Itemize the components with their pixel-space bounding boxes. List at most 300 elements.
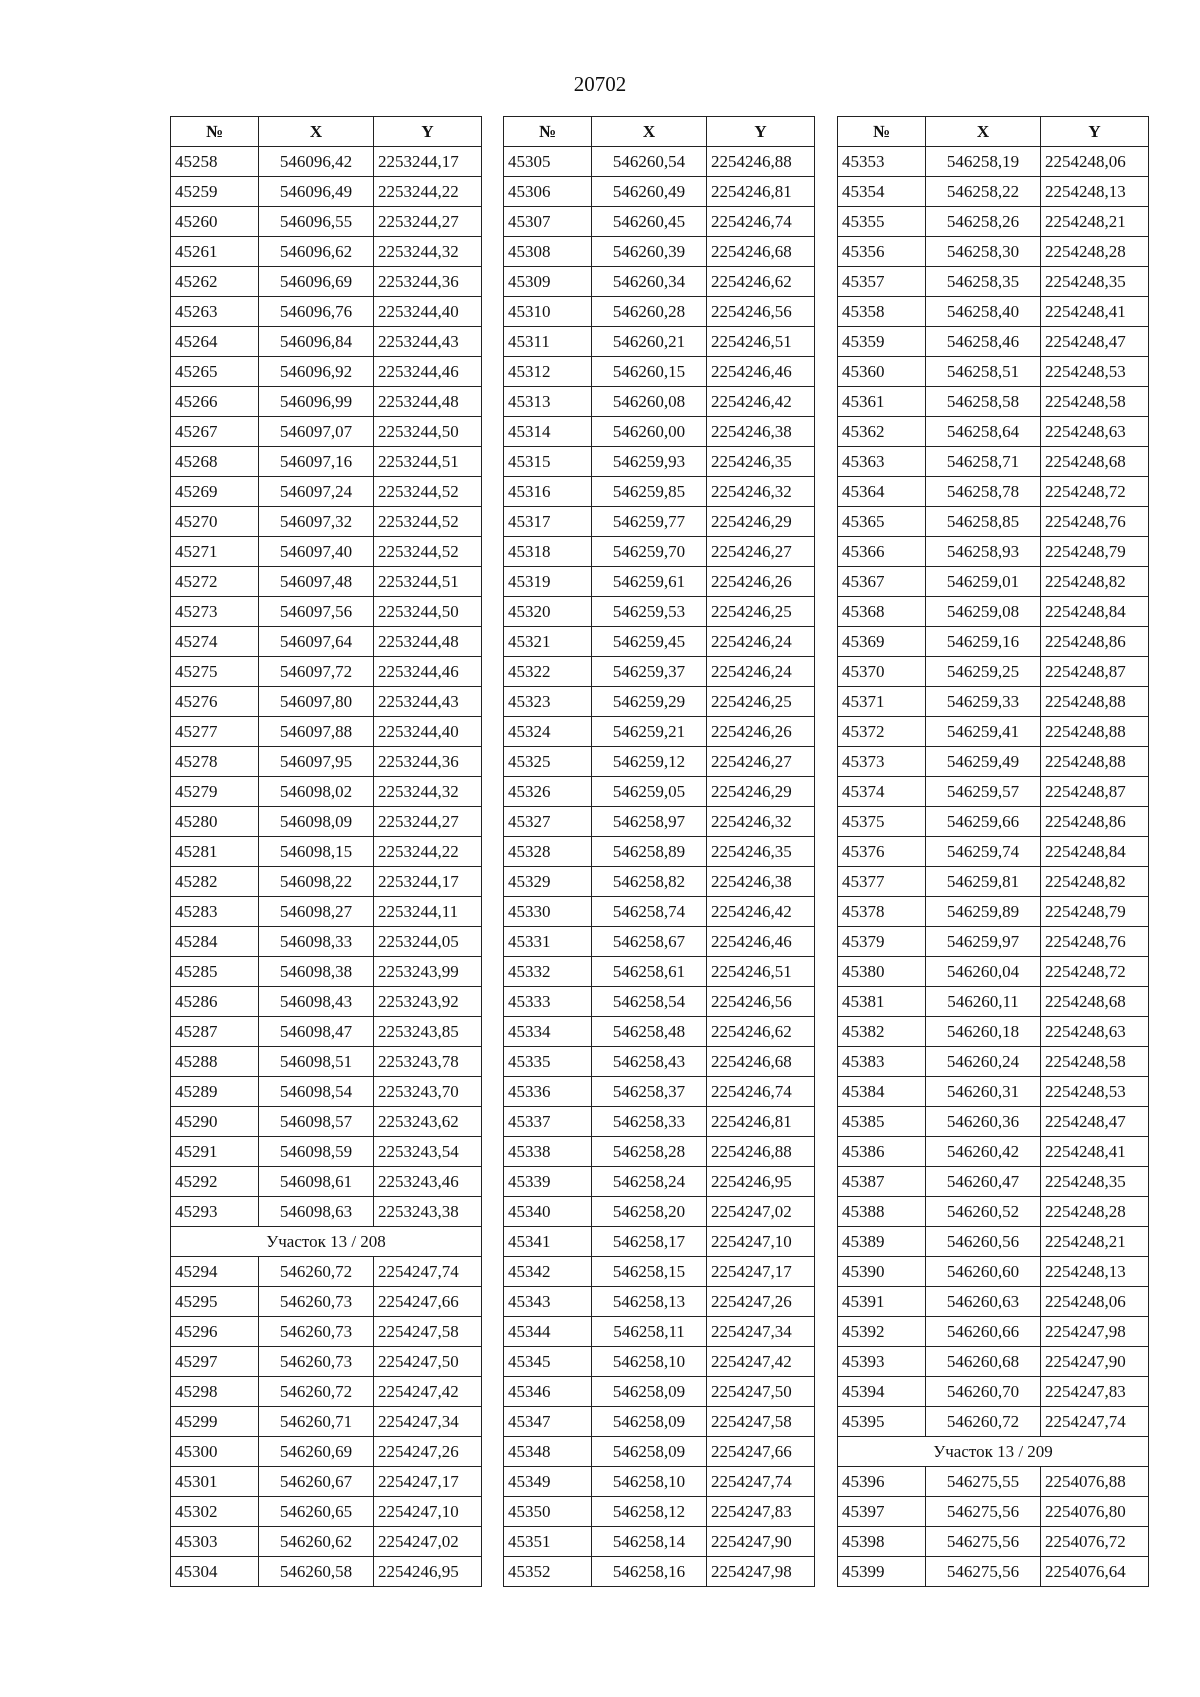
point-number-cell: 45265 [171,357,259,387]
table-row [171,837,482,867]
table-header-row [171,117,482,147]
table-row [838,1197,1149,1227]
table-row [504,627,815,657]
header-y: Y [374,117,482,147]
y-coordinate-cell: 2254247,90 [707,1527,815,1557]
table-row [171,1287,482,1317]
x-coordinate-cell: 546098,43 [259,987,374,1017]
point-number-cell: 45295 [171,1287,259,1317]
y-coordinate-cell: 2254248,88 [1041,717,1149,747]
table-row [171,957,482,987]
table-row [171,417,482,447]
y-coordinate-cell: 2254248,58 [1041,387,1149,417]
x-coordinate-cell: 546260,45 [592,207,707,237]
table-row [504,1197,815,1227]
y-coordinate-cell: 2253243,70 [374,1077,482,1107]
y-coordinate-cell: 2254247,74 [1041,1407,1149,1437]
x-coordinate-cell: 546098,51 [259,1047,374,1077]
table-row [171,687,482,717]
y-coordinate-cell: 2254248,41 [1041,297,1149,327]
x-coordinate-cell: 546097,95 [259,747,374,777]
x-coordinate-cell: 546260,72 [259,1377,374,1407]
x-coordinate-cell: 546258,15 [592,1257,707,1287]
table-row [171,867,482,897]
point-number-cell: 45328 [504,837,592,867]
table-row [171,567,482,597]
table-row [171,297,482,327]
x-coordinate-cell: 546260,72 [259,1257,374,1287]
x-coordinate-cell: 546260,56 [926,1227,1041,1257]
point-number-cell: 45364 [838,477,926,507]
x-coordinate-cell: 546258,37 [592,1077,707,1107]
y-coordinate-cell: 2253244,40 [374,717,482,747]
x-coordinate-cell: 546260,67 [259,1467,374,1497]
table-row [838,1287,1149,1317]
x-coordinate-cell: 546260,65 [259,1497,374,1527]
y-coordinate-cell: 2254248,72 [1041,957,1149,987]
x-coordinate-cell: 546097,56 [259,597,374,627]
y-coordinate-cell: 2253243,46 [374,1167,482,1197]
y-coordinate-cell: 2254248,35 [1041,267,1149,297]
point-number-cell: 45272 [171,567,259,597]
point-number-cell: 45390 [838,1257,926,1287]
y-coordinate-cell: 2254246,51 [707,327,815,357]
x-coordinate-cell: 546259,57 [926,777,1041,807]
y-coordinate-cell: 2254247,10 [374,1497,482,1527]
y-coordinate-cell: 2254248,63 [1041,1017,1149,1047]
y-coordinate-cell: 2254248,87 [1041,657,1149,687]
x-coordinate-cell: 546097,07 [259,417,374,447]
x-coordinate-cell: 546259,01 [926,567,1041,597]
x-coordinate-cell: 546098,59 [259,1137,374,1167]
header-x: X [926,117,1041,147]
x-coordinate-cell: 546096,49 [259,177,374,207]
y-coordinate-cell: 2254248,13 [1041,1257,1149,1287]
table-row [171,357,482,387]
x-coordinate-cell: 546098,09 [259,807,374,837]
x-coordinate-cell: 546260,18 [926,1017,1041,1047]
y-coordinate-cell: 2253244,52 [374,537,482,567]
point-number-cell: 45288 [171,1047,259,1077]
header-number: № [838,117,926,147]
table-row [838,1317,1149,1347]
table-row [171,807,482,837]
table-row [171,927,482,957]
y-coordinate-cell: 2254247,02 [374,1527,482,1557]
point-number-cell: 45313 [504,387,592,417]
point-number-cell: 45353 [838,147,926,177]
y-coordinate-cell: 2254248,72 [1041,477,1149,507]
table-row [838,837,1149,867]
x-coordinate-cell: 546258,54 [592,987,707,1017]
table-row [504,867,815,897]
x-coordinate-cell: 546275,56 [926,1497,1041,1527]
y-coordinate-cell: 2254248,82 [1041,867,1149,897]
table-row [504,1467,815,1497]
table-header-row [838,117,1149,147]
table-row [838,807,1149,837]
y-coordinate-cell: 2254246,29 [707,507,815,537]
table-row [171,477,482,507]
point-number-cell: 45325 [504,747,592,777]
x-coordinate-cell: 546097,32 [259,507,374,537]
y-coordinate-cell: 2253244,52 [374,507,482,537]
table-row [171,447,482,477]
y-coordinate-cell: 2254247,83 [707,1497,815,1527]
point-number-cell: 45372 [838,717,926,747]
table-row [838,927,1149,957]
point-number-cell: 45336 [504,1077,592,1107]
point-number-cell: 45380 [838,957,926,987]
x-coordinate-cell: 546098,61 [259,1167,374,1197]
table-row [504,837,815,867]
table-row [171,777,482,807]
y-coordinate-cell: 2254246,95 [374,1557,482,1587]
y-coordinate-cell: 2253243,92 [374,987,482,1017]
table-row [171,1137,482,1167]
x-coordinate-cell: 546259,41 [926,717,1041,747]
x-coordinate-cell: 546098,57 [259,1107,374,1137]
x-coordinate-cell: 546097,24 [259,477,374,507]
y-coordinate-cell: 2253244,46 [374,357,482,387]
point-number-cell: 45337 [504,1107,592,1137]
point-number-cell: 45330 [504,897,592,927]
point-number-cell: 45299 [171,1407,259,1437]
table-row [838,237,1149,267]
table-row [171,1047,482,1077]
header-number: № [504,117,592,147]
point-number-cell: 45308 [504,237,592,267]
x-coordinate-cell: 546258,35 [926,267,1041,297]
y-coordinate-cell: 2254246,62 [707,1017,815,1047]
y-coordinate-cell: 2254246,27 [707,537,815,567]
point-number-cell: 45268 [171,447,259,477]
point-number-cell: 45332 [504,957,592,987]
y-coordinate-cell: 2253244,22 [374,837,482,867]
point-number-cell: 45314 [504,417,592,447]
y-coordinate-cell: 2254248,76 [1041,927,1149,957]
y-coordinate-cell: 2254247,66 [707,1437,815,1467]
x-coordinate-cell: 546259,93 [592,447,707,477]
y-coordinate-cell: 2254248,47 [1041,1107,1149,1137]
table-row [838,1557,1149,1587]
x-coordinate-cell: 546259,97 [926,927,1041,957]
table-row [838,1077,1149,1107]
y-coordinate-cell: 2254248,79 [1041,897,1149,927]
point-number-cell: 45320 [504,597,592,627]
x-coordinate-cell: 546096,76 [259,297,374,327]
x-coordinate-cell: 546259,45 [592,627,707,657]
x-coordinate-cell: 546258,78 [926,477,1041,507]
y-coordinate-cell: 2254247,10 [707,1227,815,1257]
table-row [504,1227,815,1257]
point-number-cell: 45343 [504,1287,592,1317]
table-row [504,387,815,417]
table-row [838,687,1149,717]
x-coordinate-cell: 546260,60 [926,1257,1041,1287]
table-row [504,657,815,687]
table-row [838,1467,1149,1497]
table-row [838,387,1149,417]
y-coordinate-cell: 2254248,28 [1041,237,1149,267]
x-coordinate-cell: 546259,49 [926,747,1041,777]
x-coordinate-cell: 546258,11 [592,1317,707,1347]
y-coordinate-cell: 2253244,27 [374,807,482,837]
point-number-cell: 45284 [171,927,259,957]
y-coordinate-cell: 2254246,26 [707,717,815,747]
x-coordinate-cell: 546096,42 [259,147,374,177]
y-coordinate-cell: 2253244,46 [374,657,482,687]
table-row [838,1377,1149,1407]
x-coordinate-cell: 546260,47 [926,1167,1041,1197]
y-coordinate-cell: 2254246,24 [707,657,815,687]
point-number-cell: 45263 [171,297,259,327]
table-row [504,237,815,267]
point-number-cell: 45269 [171,477,259,507]
y-coordinate-cell: 2254248,53 [1041,1077,1149,1107]
x-coordinate-cell: 546258,13 [592,1287,707,1317]
table-row [504,297,815,327]
table-row [171,1467,482,1497]
point-number-cell: 45363 [838,447,926,477]
table-row [838,627,1149,657]
table-row [504,1557,815,1587]
y-coordinate-cell: 2254248,35 [1041,1167,1149,1197]
table-row [171,537,482,567]
point-number-cell: 45266 [171,387,259,417]
table-row [504,207,815,237]
point-number-cell: 45311 [504,327,592,357]
y-coordinate-cell: 2254247,74 [374,1257,482,1287]
y-coordinate-cell: 2253244,50 [374,597,482,627]
y-coordinate-cell: 2254247,58 [707,1407,815,1437]
y-coordinate-cell: 2254246,95 [707,1167,815,1197]
y-coordinate-cell: 2254247,17 [374,1467,482,1497]
table-row [504,1317,815,1347]
x-coordinate-cell: 546098,47 [259,1017,374,1047]
table-row [171,1407,482,1437]
point-number-cell: 45261 [171,237,259,267]
point-number-cell: 45333 [504,987,592,1017]
y-coordinate-cell: 2254246,56 [707,297,815,327]
point-number-cell: 45305 [504,147,592,177]
y-coordinate-cell: 2253244,36 [374,267,482,297]
point-number-cell: 45331 [504,927,592,957]
y-coordinate-cell: 2254247,34 [707,1317,815,1347]
table-row [171,1557,482,1587]
y-coordinate-cell: 2254246,62 [707,267,815,297]
table-row [171,237,482,267]
x-coordinate-cell: 546258,89 [592,837,707,867]
point-number-cell: 45306 [504,177,592,207]
x-coordinate-cell: 546097,40 [259,537,374,567]
y-coordinate-cell: 2254246,25 [707,597,815,627]
point-number-cell: 45389 [838,1227,926,1257]
point-number-cell: 45297 [171,1347,259,1377]
y-coordinate-cell: 2254248,21 [1041,1227,1149,1257]
y-coordinate-cell: 2254247,98 [707,1557,815,1587]
y-coordinate-cell: 2254246,88 [707,147,815,177]
point-number-cell: 45352 [504,1557,592,1587]
y-coordinate-cell: 2254247,83 [1041,1377,1149,1407]
point-number-cell: 45323 [504,687,592,717]
x-coordinate-cell: 546260,69 [259,1437,374,1467]
x-coordinate-cell: 546258,40 [926,297,1041,327]
section-row [838,1437,1149,1467]
x-coordinate-cell: 546097,88 [259,717,374,747]
table-row [504,1527,815,1557]
table-row [171,507,482,537]
y-coordinate-cell: 2254248,21 [1041,207,1149,237]
table-row [838,897,1149,927]
table-row [171,747,482,777]
y-coordinate-cell: 2253244,32 [374,777,482,807]
x-coordinate-cell: 546259,81 [926,867,1041,897]
point-number-cell: 45376 [838,837,926,867]
y-coordinate-cell: 2253244,43 [374,687,482,717]
y-coordinate-cell: 2254076,72 [1041,1527,1149,1557]
point-number-cell: 45312 [504,357,592,387]
table-row [504,1047,815,1077]
table-row [838,477,1149,507]
table-row [838,507,1149,537]
x-coordinate-cell: 546258,61 [592,957,707,987]
point-number-cell: 45375 [838,807,926,837]
x-coordinate-cell: 546259,37 [592,657,707,687]
point-number-cell: 45357 [838,267,926,297]
table-row [171,147,482,177]
y-coordinate-cell: 2254247,34 [374,1407,482,1437]
point-number-cell: 45292 [171,1167,259,1197]
table-row [504,1437,815,1467]
y-coordinate-cell: 2253244,11 [374,897,482,927]
x-coordinate-cell: 546258,12 [592,1497,707,1527]
y-coordinate-cell: 2254246,38 [707,867,815,897]
table-row [838,177,1149,207]
table-row [838,717,1149,747]
y-coordinate-cell: 2254247,74 [707,1467,815,1497]
point-number-cell: 45360 [838,357,926,387]
x-coordinate-cell: 546258,20 [592,1197,707,1227]
point-number-cell: 45377 [838,867,926,897]
y-coordinate-cell: 2254247,42 [374,1377,482,1407]
point-number-cell: 45318 [504,537,592,567]
y-coordinate-cell: 2254247,02 [707,1197,815,1227]
point-number-cell: 45335 [504,1047,592,1077]
x-coordinate-cell: 546260,49 [592,177,707,207]
table-row [504,267,815,297]
section-label: Участок 13 / 208 [171,1227,482,1257]
point-number-cell: 45358 [838,297,926,327]
y-coordinate-cell: 2254246,35 [707,837,815,867]
x-coordinate-cell: 546258,58 [926,387,1041,417]
y-coordinate-cell: 2254246,74 [707,207,815,237]
x-coordinate-cell: 546097,72 [259,657,374,687]
point-number-cell: 45354 [838,177,926,207]
x-coordinate-cell: 546259,74 [926,837,1041,867]
y-coordinate-cell: 2253244,48 [374,627,482,657]
point-number-cell: 45260 [171,207,259,237]
x-coordinate-cell: 546098,02 [259,777,374,807]
coordinate-table-2 [503,116,815,1587]
point-number-cell: 45382 [838,1017,926,1047]
x-coordinate-cell: 546258,51 [926,357,1041,387]
x-coordinate-cell: 546275,55 [926,1467,1041,1497]
x-coordinate-cell: 546260,36 [926,1107,1041,1137]
point-number-cell: 45276 [171,687,259,717]
y-coordinate-cell: 2253243,99 [374,957,482,987]
y-coordinate-cell: 2254248,68 [1041,447,1149,477]
x-coordinate-cell: 546259,21 [592,717,707,747]
point-number-cell: 45396 [838,1467,926,1497]
table-row [171,1377,482,1407]
x-coordinate-cell: 546260,28 [592,297,707,327]
y-coordinate-cell: 2254247,26 [374,1437,482,1467]
table-row [838,327,1149,357]
y-coordinate-cell: 2254248,28 [1041,1197,1149,1227]
table-row [171,1527,482,1557]
table-row [504,1377,815,1407]
x-coordinate-cell: 546260,71 [259,1407,374,1437]
y-coordinate-cell: 2254246,25 [707,687,815,717]
x-coordinate-cell: 546258,82 [592,867,707,897]
x-coordinate-cell: 546258,19 [926,147,1041,177]
point-number-cell: 45398 [838,1527,926,1557]
y-coordinate-cell: 2254246,26 [707,567,815,597]
point-number-cell: 45324 [504,717,592,747]
y-coordinate-cell: 2254076,80 [1041,1497,1149,1527]
x-coordinate-cell: 546098,27 [259,897,374,927]
point-number-cell: 45381 [838,987,926,1017]
y-coordinate-cell: 2254248,41 [1041,1137,1149,1167]
point-number-cell: 45388 [838,1197,926,1227]
x-coordinate-cell: 546097,16 [259,447,374,477]
table-row [171,1437,482,1467]
y-coordinate-cell: 2254246,51 [707,957,815,987]
x-coordinate-cell: 546258,09 [592,1407,707,1437]
table-row [838,1167,1149,1197]
point-number-cell: 45395 [838,1407,926,1437]
table-row [171,987,482,1017]
point-number-cell: 45317 [504,507,592,537]
point-number-cell: 45379 [838,927,926,957]
table-row [504,597,815,627]
section-label: Участок 13 / 209 [838,1437,1149,1467]
x-coordinate-cell: 546260,31 [926,1077,1041,1107]
header-x: X [592,117,707,147]
table-row [171,1257,482,1287]
x-coordinate-cell: 546258,48 [592,1017,707,1047]
y-coordinate-cell: 2253244,32 [374,237,482,267]
point-number-cell: 45334 [504,1017,592,1047]
table-row [504,1107,815,1137]
y-coordinate-cell: 2253243,54 [374,1137,482,1167]
point-number-cell: 45355 [838,207,926,237]
table-header-row [504,117,815,147]
point-number-cell: 45371 [838,687,926,717]
y-coordinate-cell: 2254247,42 [707,1347,815,1377]
y-coordinate-cell: 2254246,24 [707,627,815,657]
table-row [171,177,482,207]
point-number-cell: 45359 [838,327,926,357]
point-number-cell: 45291 [171,1137,259,1167]
header-x: X [259,117,374,147]
point-number-cell: 45274 [171,627,259,657]
y-coordinate-cell: 2254248,63 [1041,417,1149,447]
page-number: 20702 [573,72,627,96]
x-coordinate-cell: 546098,33 [259,927,374,957]
x-coordinate-cell: 546258,10 [592,1467,707,1497]
